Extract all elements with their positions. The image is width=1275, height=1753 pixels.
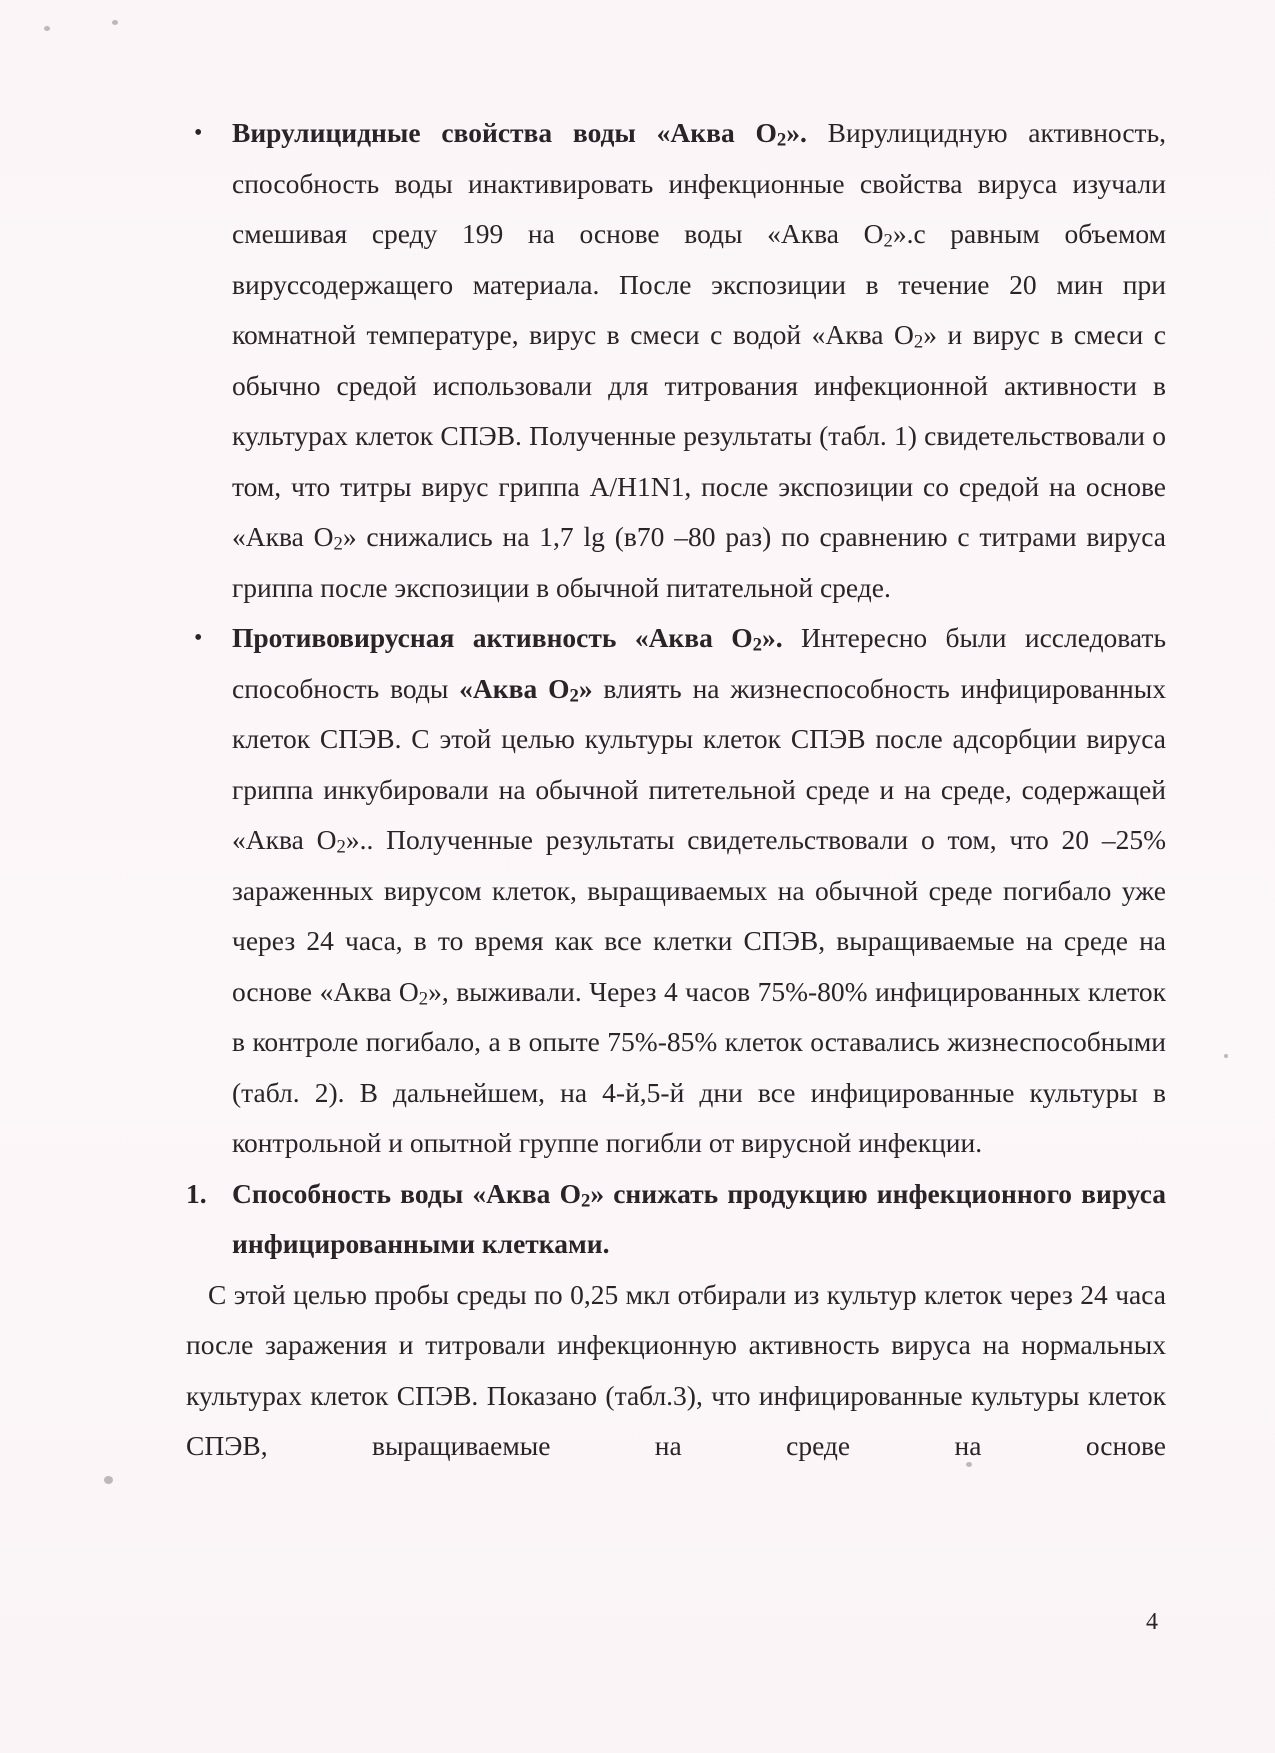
scan-speck xyxy=(112,20,118,25)
body-text: » снижались на 1,7 lg (в70 –80 раз) по сравнению с титрами вируса гриппа после экспозиции в обычной питательной среде. xyxy=(232,521,1166,603)
list-number: 1. xyxy=(186,1177,207,1209)
document-body xyxy=(186,108,1166,1472)
body-paragraph: С этой целью пробы среды по 0,25 мкл отбирали из культур клеток через 24 часа после заражения и титровали инфекционную активность вируса на нормальных культурах клеток СПЭВ. Показано (табл.3), что инфицированные культуры клеток СПЭВ, выращиваемые на среде на основе xyxy=(186,1278,1166,1461)
scan-speck xyxy=(44,26,50,31)
scan-speck xyxy=(104,1476,113,1484)
bullet-marker: • xyxy=(194,120,203,146)
bullet-antiviral-activity: • Противовирусная активность «Аква $О_2$». Интересно были исследовать способность воды «Аква $О_2$» влиять на жизнеспособность инфицированных клеток СПЭВ. С этой целью культуры клеток СПЭВ после адсорбции вируса гриппа инкубировали на обычной питетельной среде и на среде, содержащей «Аква $О_2$».. Полученные результаты свидетельствовали о том, что 20 –25% зараженных вирусом клеток, выращиваемых на обычной среде погибало уже через 24 часа, в то время как все клетки СПЭВ, выращиваемые на среде на основе «Аква $О_2$», выживали. Через 4 часов 75%-80% инфицированных клеток в контроле погибало, а в опыте 75%-85% клеток оставались жизнеспособными (табл. 2). В дальнейшем, на 4-й,5-й дни все инфицированные культуры в контрольной и опытной группе погибли от вирусной инфекции. xyxy=(186,613,1166,1169)
body-text: влиять на жизнеспособность инфицированных клеток СПЭВ. С этой целью культуры клеток СПЭВ после адсорбции вируса гриппа инкубировали на обычной питетельной среде и на среде, содержащей «Аква О xyxy=(232,672,1166,855)
scan-speck xyxy=(1224,1054,1228,1058)
body-text: Интересно были исследовать способность воды xyxy=(232,622,1166,704)
section-heading: Способность воды «Аква $О_2$» снижать продукцию инфекционного вируса инфицированными клетками. xyxy=(232,1177,1166,1259)
body-text: » и вирус в смеси с обычно средой использовали для титрования инфекционной активности в культурах клеток СПЭВ. Полученные результаты (табл. 1) свидетельствовали о том, что титры вирус гриппа A/H1N1, после экспозиции со средой на основе «Аква О xyxy=(232,319,1167,552)
body-text: ».с равным объемом вируссодержащего материала. После экспозиции в течение 20 мин при комнатной температуре, вирус в смеси с водой «Аква О xyxy=(232,218,1166,350)
numbered-heading xyxy=(186,1169,1166,1270)
bullet-marker: • xyxy=(194,625,203,651)
bold-term: «Аква $О_2$» xyxy=(459,672,593,707)
body-text: Вирулицидную активность, способность воды инактивировать инфекционные свойства вируса изучали смешивая среду 199 на основе воды «Аква О xyxy=(232,117,1166,249)
body-text: », выживали. Через 4 часов 75%-80% инфицированных клеток в контроле погибало, а в опыте 75%-85% клеток оставались жизнеспособными (табл. 2). В дальнейшем, на 4-й,5-й дни все инфицированные культуры в контрольной и опытной группе погибли от вирусной инфекции. xyxy=(232,975,1166,1158)
body-text: ».. Полученные результаты свидетельствовали о том, что 20 –25% зараженных вирусом клеток, выращиваемых на обычной среде погибало уже через 24 часа, в то время как все клетки СПЭВ, выращиваемые на среде на основе «Аква О xyxy=(232,824,1166,1007)
bullet-virucidal-properties: • Вирулицидные свойства воды «Аква $О_2$». Вирулицидную активность, способность воды инактивировать инфекционные свойства вируса изучали смешивая среду 199 на основе воды «Аква $О_2».с$ равным объемом вируссодержащего материала. После экспозиции в течение 20 мин при комнатной температуре, вирус в смеси с водой «Аква $О_2$» и вирус в смеси с обычно средой использовали для титрования инфекционной активности в культурах клеток СПЭВ. Полученные результаты (табл. 1) свидетельствовали о том, что титры вирус гриппа A/H1N1, после экспозиции со средой на основе «Аква $О_2$» снижались на 1,7 lg (в70 –80 раз) по сравнению с титрами вируса гриппа после экспозиции в обычной питательной среде. xyxy=(186,108,1166,613)
page-number: 4 xyxy=(1146,1609,1158,1635)
section-heading: Противовирусная активность «Аква $О_2$». xyxy=(232,622,783,656)
section-heading: Вирулицидные свойства воды «Аква $О_2$». xyxy=(232,117,807,151)
